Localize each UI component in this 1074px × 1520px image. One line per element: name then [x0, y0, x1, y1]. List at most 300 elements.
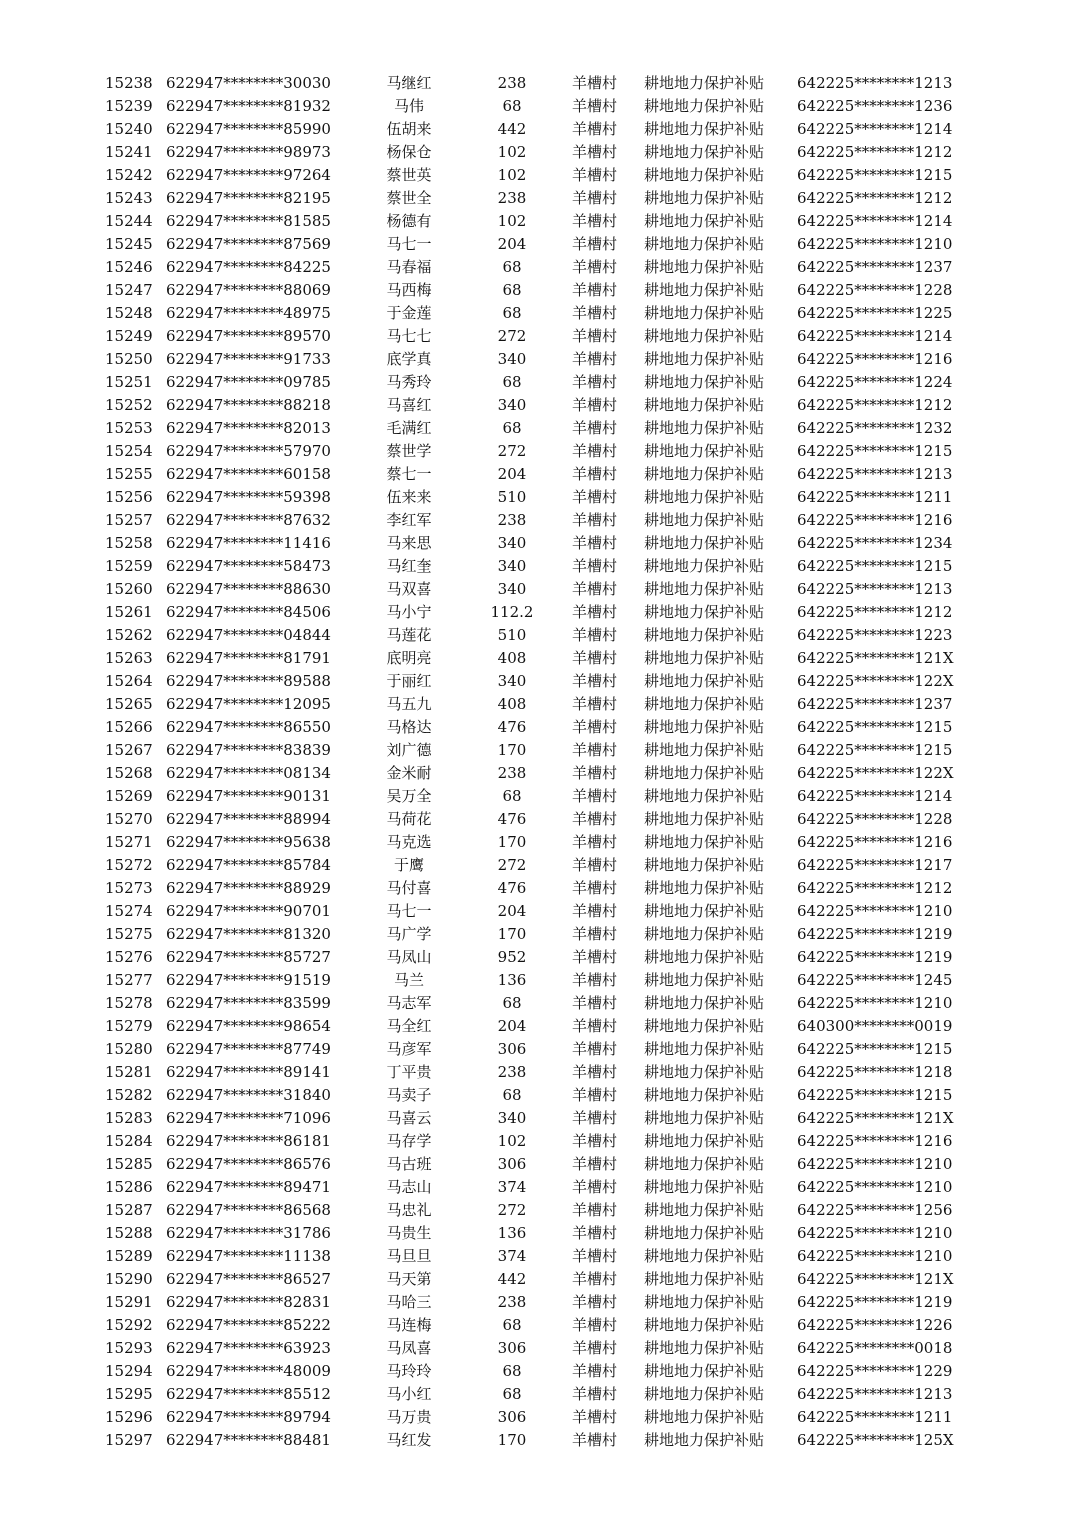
- account-number-cell: 622947********91733: [166, 350, 331, 368]
- subsidy-type-cell: 耕地地力保护补贴: [644, 1385, 765, 1403]
- account-number-cell: 622947********31840: [166, 1086, 331, 1104]
- subsidy-type-cell: 耕地地力保护补贴: [644, 971, 765, 989]
- village-cell: 羊槽村: [572, 1224, 618, 1242]
- account-number-cell: 622947********81791: [166, 649, 331, 667]
- amount-cell: 476: [497, 810, 527, 828]
- amount-cell: 306: [497, 1408, 527, 1426]
- village-cell: 羊槽村: [572, 511, 618, 529]
- name-cell: 刘广德: [386, 741, 432, 759]
- id-number-cell: 642225********1210: [797, 1178, 953, 1196]
- table-row: [0, 900, 1074, 923]
- amount-cell: 68: [502, 1086, 522, 1104]
- id-number-cell: 642225********1219: [797, 925, 953, 943]
- id-number-cell: 642225********1223: [797, 626, 953, 644]
- account-number-cell: 622947********59398: [166, 488, 331, 506]
- village-cell: 羊槽村: [572, 1132, 618, 1150]
- row-number-cell: 15247: [105, 281, 153, 299]
- table-row: [0, 1268, 1074, 1291]
- table-row: [0, 371, 1074, 394]
- village-cell: 羊槽村: [572, 787, 618, 805]
- amount-cell: 306: [497, 1040, 527, 1058]
- id-number-cell: 642225********1215: [797, 741, 953, 759]
- id-number-cell: 642225********1210: [797, 1224, 953, 1242]
- amount-cell: 68: [502, 258, 522, 276]
- name-cell: 马七一: [386, 235, 432, 253]
- village-cell: 羊槽村: [572, 97, 618, 115]
- account-number-cell: 622947********88630: [166, 580, 331, 598]
- table-row: [0, 1245, 1074, 1268]
- amount-cell: 68: [502, 281, 522, 299]
- amount-cell: 68: [502, 97, 522, 115]
- name-cell: 马七一: [386, 902, 432, 920]
- account-number-cell: 622947********88481: [166, 1431, 331, 1449]
- name-cell: 马存学: [386, 1132, 432, 1150]
- name-cell: 马凤喜: [386, 1339, 432, 1357]
- row-number-cell: 15288: [105, 1224, 153, 1242]
- amount-cell: 102: [497, 143, 527, 161]
- name-cell: 吴万全: [386, 787, 432, 805]
- subsidy-type-cell: 耕地地力保护补贴: [644, 810, 765, 828]
- subsidy-type-cell: 耕地地力保护补贴: [644, 741, 765, 759]
- name-cell: 马兰: [393, 971, 424, 989]
- account-number-cell: 622947********81585: [166, 212, 331, 230]
- name-cell: 蔡世英: [386, 166, 432, 184]
- amount-cell: 340: [497, 580, 527, 598]
- id-number-cell: 642225********1214: [797, 327, 953, 345]
- subsidy-type-cell: 耕地地力保护补贴: [644, 948, 765, 966]
- name-cell: 蔡世全: [386, 189, 432, 207]
- subsidy-type-cell: 耕地地力保护补贴: [644, 97, 765, 115]
- id-number-cell: 642225********1214: [797, 212, 953, 230]
- village-cell: 羊槽村: [572, 1408, 618, 1426]
- id-number-cell: 642225********1215: [797, 166, 953, 184]
- amount-cell: 68: [502, 304, 522, 322]
- subsidy-type-cell: 耕地地力保护补贴: [644, 120, 765, 138]
- table-row: [0, 785, 1074, 808]
- amount-cell: 442: [497, 1270, 527, 1288]
- table-row: [0, 1429, 1074, 1452]
- name-cell: 马荷花: [386, 810, 432, 828]
- account-number-cell: 622947********48009: [166, 1362, 331, 1380]
- account-number-cell: 622947********08134: [166, 764, 331, 782]
- id-number-cell: 642225********1216: [797, 833, 953, 851]
- amount-cell: 340: [497, 672, 527, 690]
- table-row: [0, 877, 1074, 900]
- subsidy-type-cell: 耕地地力保护补贴: [644, 1316, 765, 1334]
- table-row: [0, 992, 1074, 1015]
- table-row: [0, 302, 1074, 325]
- village-cell: 羊槽村: [572, 925, 618, 943]
- village-cell: 羊槽村: [572, 488, 618, 506]
- table-row: [0, 394, 1074, 417]
- table-row: [0, 739, 1074, 762]
- amount-cell: 238: [497, 764, 527, 782]
- name-cell: 马春福: [386, 258, 432, 276]
- account-number-cell: 622947********48975: [166, 304, 331, 322]
- row-number-cell: 15245: [105, 235, 153, 253]
- subsidy-type-cell: 耕地地力保护补贴: [644, 1017, 765, 1035]
- account-number-cell: 622947********89141: [166, 1063, 331, 1081]
- amount-cell: 272: [497, 442, 527, 460]
- village-cell: 羊槽村: [572, 235, 618, 253]
- amount-cell: 510: [497, 626, 527, 644]
- id-number-cell: 642225********1215: [797, 442, 953, 460]
- village-cell: 羊槽村: [572, 971, 618, 989]
- subsidy-type-cell: 耕地地力保护补贴: [644, 580, 765, 598]
- table-row: [0, 1337, 1074, 1360]
- subsidy-type-cell: 耕地地力保护补贴: [644, 396, 765, 414]
- id-number-cell: 642225********1212: [797, 879, 953, 897]
- name-cell: 马志军: [386, 994, 432, 1012]
- id-number-cell: 642225********1210: [797, 235, 953, 253]
- account-number-cell: 622947********57970: [166, 442, 331, 460]
- id-number-cell: 642225********1213: [797, 1385, 953, 1403]
- row-number-cell: 15290: [105, 1270, 153, 1288]
- amount-cell: 272: [497, 856, 527, 874]
- row-number-cell: 15265: [105, 695, 153, 713]
- amount-cell: 952: [497, 948, 527, 966]
- amount-cell: 408: [497, 649, 527, 667]
- table-row: [0, 1084, 1074, 1107]
- subsidy-type-cell: 耕地地力保护补贴: [644, 1270, 765, 1288]
- name-cell: 马五九: [386, 695, 432, 713]
- table-row: [0, 923, 1074, 946]
- name-cell: 蔡七一: [386, 465, 432, 483]
- name-cell: 马红发: [386, 1431, 432, 1449]
- amount-cell: 136: [497, 1224, 527, 1242]
- amount-cell: 170: [497, 833, 527, 851]
- id-number-cell: 642225********1210: [797, 1247, 953, 1265]
- account-number-cell: 622947********30030: [166, 74, 331, 92]
- row-number-cell: 15248: [105, 304, 153, 322]
- row-number-cell: 15284: [105, 1132, 153, 1150]
- subsidy-type-cell: 耕地地力保护补贴: [644, 350, 765, 368]
- village-cell: 羊槽村: [572, 1086, 618, 1104]
- name-cell: 于丽红: [386, 672, 432, 690]
- amount-cell: 374: [497, 1247, 527, 1265]
- amount-cell: 340: [497, 1109, 527, 1127]
- table-row: [0, 486, 1074, 509]
- name-cell: 马西梅: [386, 281, 432, 299]
- village-cell: 羊槽村: [572, 649, 618, 667]
- name-cell: 马伟: [393, 97, 424, 115]
- village-cell: 羊槽村: [572, 695, 618, 713]
- village-cell: 羊槽村: [572, 810, 618, 828]
- village-cell: 羊槽村: [572, 856, 618, 874]
- name-cell: 蔡世学: [386, 442, 432, 460]
- id-number-cell: 642225********121X: [797, 649, 954, 667]
- table-row: [0, 578, 1074, 601]
- subsidy-type-cell: 耕地地力保护补贴: [644, 488, 765, 506]
- amount-cell: 408: [497, 695, 527, 713]
- subsidy-type-cell: 耕地地力保护补贴: [644, 327, 765, 345]
- subsidy-type-cell: 耕地地力保护补贴: [644, 603, 765, 621]
- account-number-cell: 622947********82831: [166, 1293, 331, 1311]
- account-number-cell: 622947********88929: [166, 879, 331, 897]
- account-number-cell: 622947********86527: [166, 1270, 331, 1288]
- table-row: [0, 95, 1074, 118]
- id-number-cell: 642225********1212: [797, 603, 953, 621]
- table-row: [0, 808, 1074, 831]
- table-row: [0, 1130, 1074, 1153]
- village-cell: 羊槽村: [572, 1040, 618, 1058]
- id-number-cell: 642225********1256: [797, 1201, 953, 1219]
- name-cell: 马双喜: [386, 580, 432, 598]
- amount-cell: 238: [497, 1293, 527, 1311]
- table-row: [0, 1038, 1074, 1061]
- village-cell: 羊槽村: [572, 1109, 618, 1127]
- subsidy-type-cell: 耕地地力保护补贴: [644, 212, 765, 230]
- subsidy-type-cell: 耕地地力保护补贴: [644, 1408, 765, 1426]
- name-cell: 马贵生: [386, 1224, 432, 1242]
- row-number-cell: 15246: [105, 258, 153, 276]
- id-number-cell: 642225********1219: [797, 948, 953, 966]
- subsidy-type-cell: 耕地地力保护补贴: [644, 718, 765, 736]
- amount-cell: 112.2: [490, 603, 534, 621]
- row-number-cell: 15295: [105, 1385, 153, 1403]
- row-number-cell: 15282: [105, 1086, 153, 1104]
- amount-cell: 238: [497, 189, 527, 207]
- id-number-cell: 642225********1210: [797, 902, 953, 920]
- name-cell: 马哈三: [386, 1293, 432, 1311]
- name-cell: 马格达: [386, 718, 432, 736]
- village-cell: 羊槽村: [572, 1385, 618, 1403]
- id-number-cell: 642225********1214: [797, 787, 953, 805]
- account-number-cell: 622947********85222: [166, 1316, 331, 1334]
- row-number-cell: 15241: [105, 143, 153, 161]
- village-cell: 羊槽村: [572, 672, 618, 690]
- subsidy-type-cell: 耕地地力保护补贴: [644, 166, 765, 184]
- account-number-cell: 622947********97264: [166, 166, 331, 184]
- row-number-cell: 15274: [105, 902, 153, 920]
- name-cell: 杨德有: [386, 212, 432, 230]
- name-cell: 马广学: [386, 925, 432, 943]
- id-number-cell: 642225********1210: [797, 994, 953, 1012]
- name-cell: 马喜红: [386, 396, 432, 414]
- row-number-cell: 15260: [105, 580, 153, 598]
- row-number-cell: 15242: [105, 166, 153, 184]
- row-number-cell: 15297: [105, 1431, 153, 1449]
- account-number-cell: 622947********89794: [166, 1408, 331, 1426]
- id-number-cell: 642225********1232: [797, 419, 953, 437]
- village-cell: 羊槽村: [572, 534, 618, 552]
- subsidy-type-cell: 耕地地力保护补贴: [644, 1201, 765, 1219]
- account-number-cell: 622947********89570: [166, 327, 331, 345]
- subsidy-type-cell: 耕地地力保护补贴: [644, 1132, 765, 1150]
- amount-cell: 68: [502, 994, 522, 1012]
- table-row: [0, 509, 1074, 532]
- id-number-cell: 642225********122X: [797, 764, 954, 782]
- account-number-cell: 622947********85784: [166, 856, 331, 874]
- table-row: [0, 210, 1074, 233]
- name-cell: 马小宁: [386, 603, 432, 621]
- row-number-cell: 15280: [105, 1040, 153, 1058]
- village-cell: 羊槽村: [572, 281, 618, 299]
- village-cell: 羊槽村: [572, 833, 618, 851]
- name-cell: 于金莲: [386, 304, 432, 322]
- village-cell: 羊槽村: [572, 120, 618, 138]
- amount-cell: 204: [497, 902, 527, 920]
- village-cell: 羊槽村: [572, 718, 618, 736]
- table-row: [0, 762, 1074, 785]
- table-row: [0, 417, 1074, 440]
- account-number-cell: 622947********11138: [166, 1247, 331, 1265]
- account-number-cell: 622947********09785: [166, 373, 331, 391]
- subsidy-type-cell: 耕地地力保护补贴: [644, 419, 765, 437]
- id-number-cell: 642225********1228: [797, 281, 953, 299]
- account-number-cell: 622947********71096: [166, 1109, 331, 1127]
- amount-cell: 170: [497, 741, 527, 759]
- name-cell: 底明亮: [386, 649, 432, 667]
- name-cell: 马忠礼: [386, 1201, 432, 1219]
- account-number-cell: 622947********85727: [166, 948, 331, 966]
- row-number-cell: 15264: [105, 672, 153, 690]
- row-number-cell: 15291: [105, 1293, 153, 1311]
- subsidy-type-cell: 耕地地力保护补贴: [644, 1224, 765, 1242]
- amount-cell: 204: [497, 465, 527, 483]
- id-number-cell: 642225********1229: [797, 1362, 953, 1380]
- id-number-cell: 642225********1237: [797, 695, 953, 713]
- subsidy-type-cell: 耕地地力保护补贴: [644, 1086, 765, 1104]
- subsidy-type-cell: 耕地地力保护补贴: [644, 1155, 765, 1173]
- village-cell: 羊槽村: [572, 580, 618, 598]
- id-number-cell: 642225********1217: [797, 856, 953, 874]
- village-cell: 羊槽村: [572, 557, 618, 575]
- amount-cell: 238: [497, 74, 527, 92]
- account-number-cell: 622947********63923: [166, 1339, 331, 1357]
- subsidy-type-cell: 耕地地力保护补贴: [644, 879, 765, 897]
- table-row: [0, 325, 1074, 348]
- village-cell: 羊槽村: [572, 212, 618, 230]
- id-number-cell: 642225********1212: [797, 189, 953, 207]
- account-number-cell: 622947********86550: [166, 718, 331, 736]
- table-row: [0, 1314, 1074, 1337]
- id-number-cell: 642225********1234: [797, 534, 953, 552]
- id-number-cell: 642225********1212: [797, 396, 953, 414]
- row-number-cell: 15239: [105, 97, 153, 115]
- name-cell: 马天第: [386, 1270, 432, 1288]
- account-number-cell: 622947********98654: [166, 1017, 331, 1035]
- row-number-cell: 15238: [105, 74, 153, 92]
- amount-cell: 272: [497, 1201, 527, 1219]
- subsidy-type-cell: 耕地地力保护补贴: [644, 1178, 765, 1196]
- table-row: [0, 1291, 1074, 1314]
- row-number-cell: 15263: [105, 649, 153, 667]
- village-cell: 羊槽村: [572, 1201, 618, 1219]
- table-row: [0, 187, 1074, 210]
- amount-cell: 102: [497, 166, 527, 184]
- name-cell: 马喜云: [386, 1109, 432, 1127]
- amount-cell: 374: [497, 1178, 527, 1196]
- village-cell: 羊槽村: [572, 258, 618, 276]
- id-number-cell: 642225********1219: [797, 1293, 953, 1311]
- village-cell: 羊槽村: [572, 1293, 618, 1311]
- table-row: [0, 1222, 1074, 1245]
- row-number-cell: 15285: [105, 1155, 153, 1173]
- name-cell: 马红奎: [386, 557, 432, 575]
- name-cell: 马秀玲: [386, 373, 432, 391]
- amount-cell: 238: [497, 1063, 527, 1081]
- table-row: [0, 164, 1074, 187]
- amount-cell: 102: [497, 1132, 527, 1150]
- row-number-cell: 15249: [105, 327, 153, 345]
- id-number-cell: 642225********1213: [797, 465, 953, 483]
- amount-cell: 306: [497, 1339, 527, 1357]
- account-number-cell: 622947********81932: [166, 97, 331, 115]
- table-row: [0, 1061, 1074, 1084]
- subsidy-type-cell: 耕地地力保护补贴: [644, 1339, 765, 1357]
- name-cell: 杨保仓: [386, 143, 432, 161]
- amount-cell: 68: [502, 787, 522, 805]
- table-row: [0, 716, 1074, 739]
- id-number-cell: 642225********1218: [797, 1063, 953, 1081]
- amount-cell: 68: [502, 373, 522, 391]
- name-cell: 伍胡来: [386, 120, 432, 138]
- table-row: [0, 555, 1074, 578]
- amount-cell: 306: [497, 1155, 527, 1173]
- id-number-cell: 642225********1212: [797, 143, 953, 161]
- amount-cell: 340: [497, 534, 527, 552]
- row-number-cell: 15294: [105, 1362, 153, 1380]
- amount-cell: 102: [497, 212, 527, 230]
- table-row: [0, 854, 1074, 877]
- amount-cell: 68: [502, 419, 522, 437]
- row-number-cell: 15243: [105, 189, 153, 207]
- account-number-cell: 622947********89588: [166, 672, 331, 690]
- subsidy-type-cell: 耕地地力保护补贴: [644, 1247, 765, 1265]
- table-row: [0, 72, 1074, 95]
- id-number-cell: 642225********1236: [797, 97, 953, 115]
- village-cell: 羊槽村: [572, 741, 618, 759]
- name-cell: 金米耐: [386, 764, 432, 782]
- amount-cell: 442: [497, 120, 527, 138]
- id-number-cell: 642225********1226: [797, 1316, 953, 1334]
- subsidy-type-cell: 耕地地力保护补贴: [644, 281, 765, 299]
- name-cell: 马连梅: [386, 1316, 432, 1334]
- id-number-cell: 642225********1215: [797, 1086, 953, 1104]
- table-row: [0, 1406, 1074, 1429]
- row-number-cell: 15292: [105, 1316, 153, 1334]
- id-number-cell: 642225********1213: [797, 580, 953, 598]
- account-number-cell: 622947********86568: [166, 1201, 331, 1219]
- table-row: [0, 118, 1074, 141]
- village-cell: 羊槽村: [572, 1247, 618, 1265]
- id-number-cell: 642225********1216: [797, 1132, 953, 1150]
- account-number-cell: 622947********85512: [166, 1385, 331, 1403]
- table-row: [0, 141, 1074, 164]
- subsidy-type-cell: 耕地地力保护补贴: [644, 787, 765, 805]
- account-number-cell: 622947********90131: [166, 787, 331, 805]
- amount-cell: 136: [497, 971, 527, 989]
- row-number-cell: 15279: [105, 1017, 153, 1035]
- village-cell: 羊槽村: [572, 350, 618, 368]
- table-row: [0, 693, 1074, 716]
- village-cell: 羊槽村: [572, 143, 618, 161]
- village-cell: 羊槽村: [572, 1178, 618, 1196]
- id-number-cell: 642225********1224: [797, 373, 953, 391]
- account-number-cell: 622947********60158: [166, 465, 331, 483]
- table-row: [0, 1199, 1074, 1222]
- row-number-cell: 15296: [105, 1408, 153, 1426]
- subsidy-type-cell: 耕地地力保护补贴: [644, 189, 765, 207]
- amount-cell: 68: [502, 1362, 522, 1380]
- row-number-cell: 15250: [105, 350, 153, 368]
- row-number-cell: 15278: [105, 994, 153, 1012]
- name-cell: 伍来来: [386, 488, 432, 506]
- subsidy-type-cell: 耕地地力保护补贴: [644, 1063, 765, 1081]
- subsidy-type-cell: 耕地地力保护补贴: [644, 143, 765, 161]
- amount-cell: 476: [497, 879, 527, 897]
